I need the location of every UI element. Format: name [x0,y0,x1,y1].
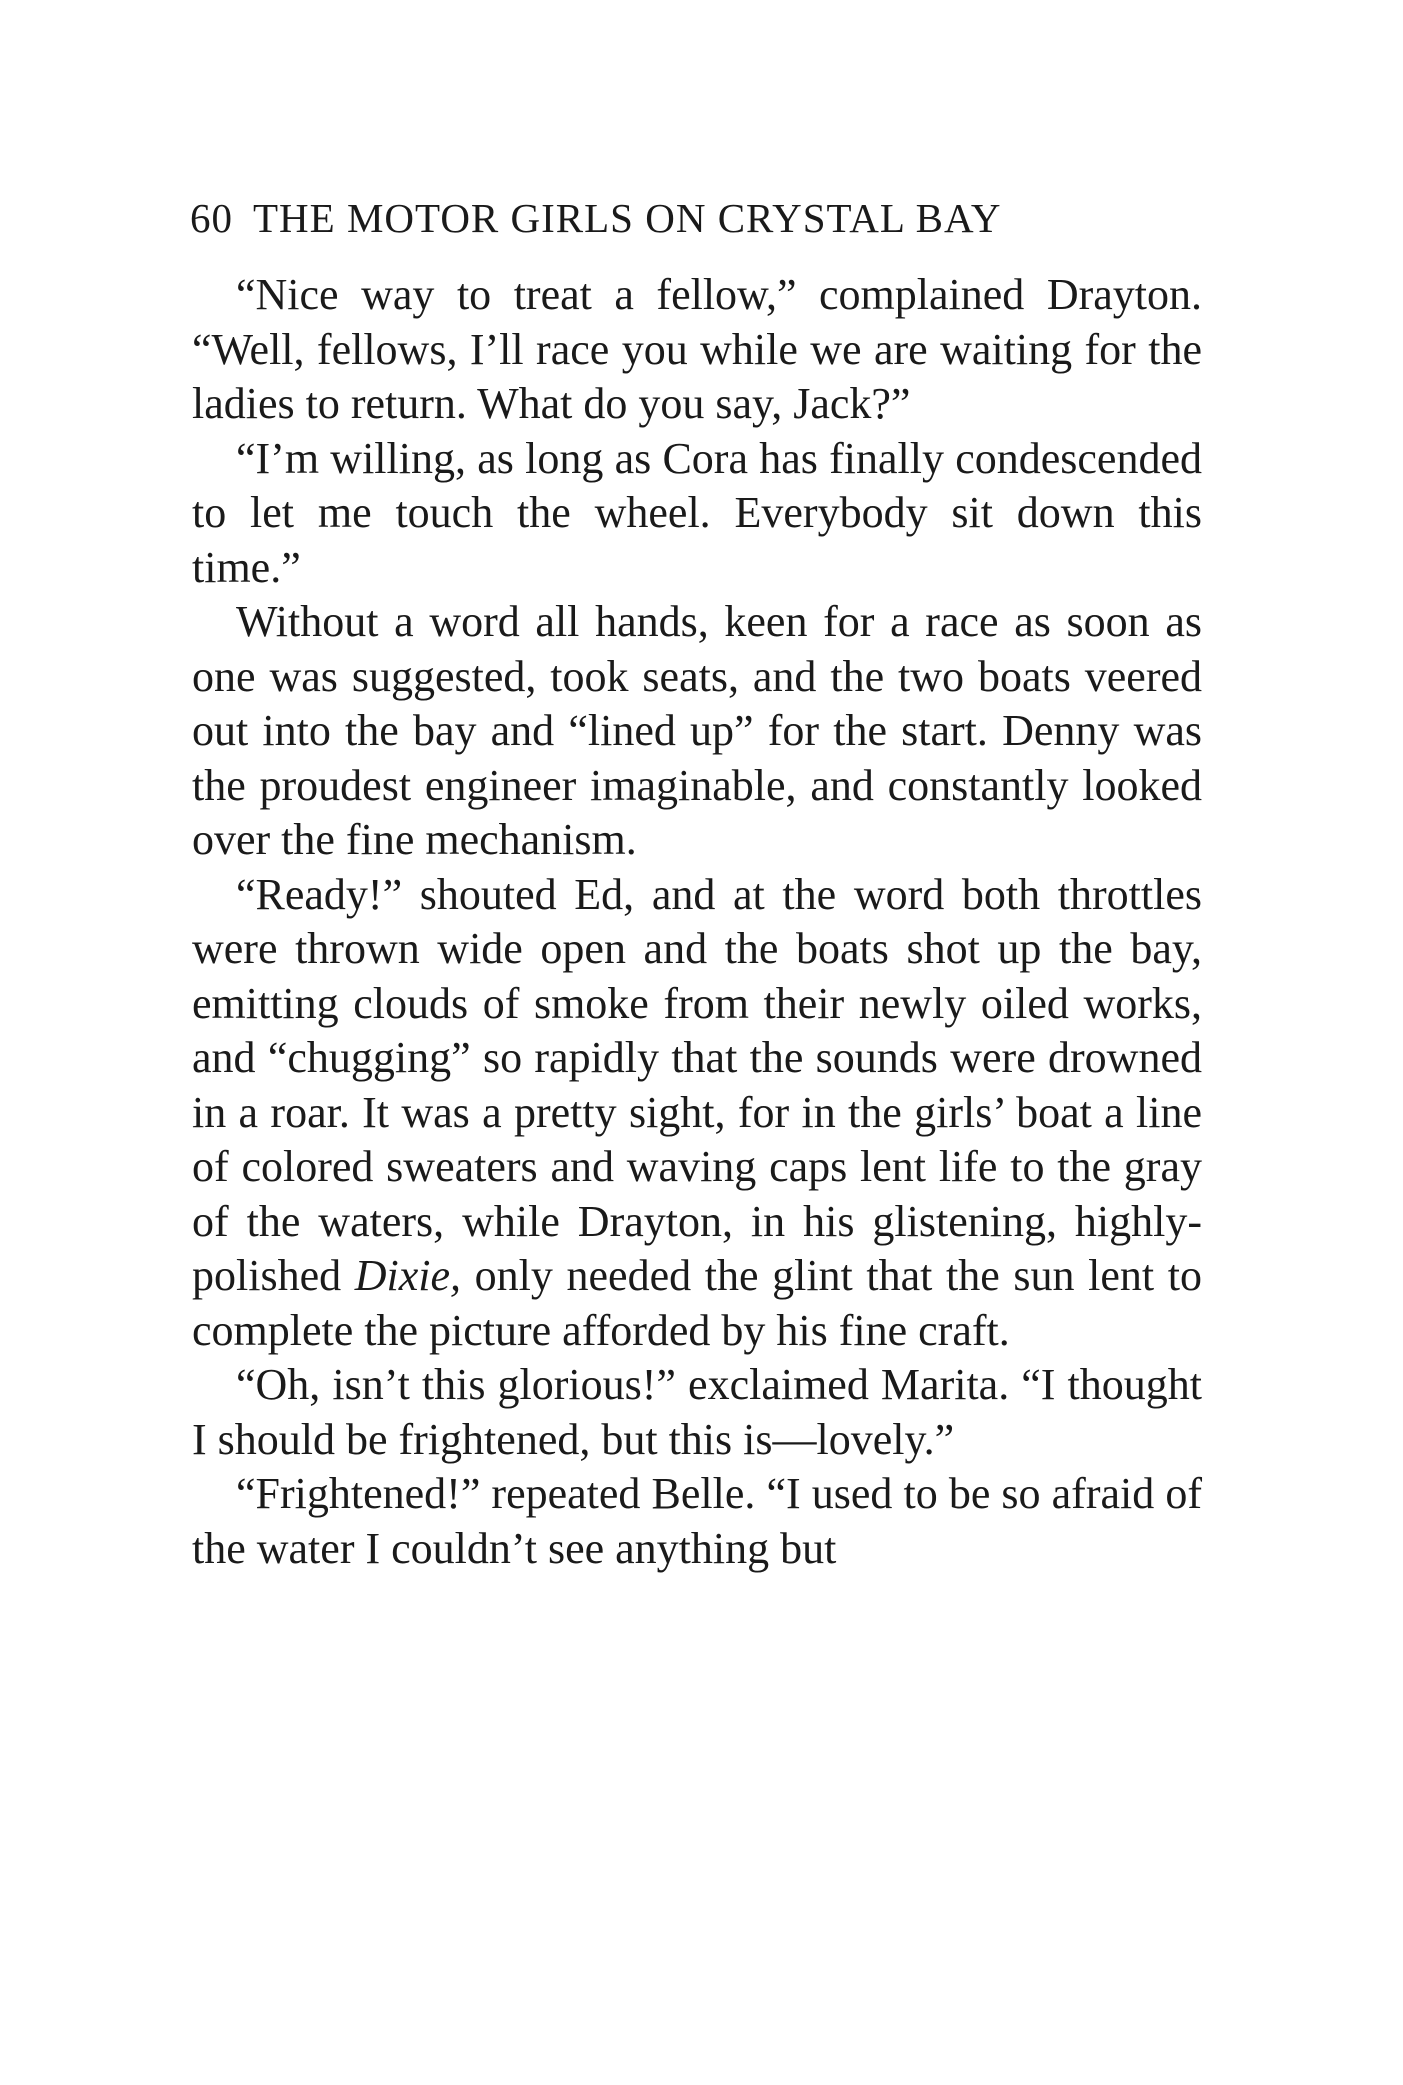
page-number: 60 [190,195,233,241]
paragraph-text: “Ready!” shouted Ed, and at the word both throttles were thrown wide open and the boats shot up the bay, emitting clouds of smoke from their newly oiled works, and “chugging” so rapidly that the sounds were drowned in a roar. It was a pretty sight, for in the girls’ boat a line of colored sweaters and waving caps lent life to the gray of the waters, while Drayton, in his glistening, highly-polished [192,869,1202,1300]
paragraph: Without a word all hands, keen for a race as soon as one was suggested, took seats, and the two boats veered out into the bay and “lined up” for the start. Denny was the proudest engineer imaginable, and constantly looked over the fine mechanism. [192,597,1202,864]
boat-name-italic: Dixie, [354,1251,462,1300]
paragraph: “I’m willing, as long as Cora has finally condescended to let me touch the wheel. Everybody sit down this time.” [192,433,1202,592]
paragraph: “Nice way to treat a fellow,” complained Drayton. “Well, fellows, I’ll race you while we are waiting for the ladies to return. What do you say, Jack?” [192,270,1202,428]
running-header [190,188,1210,248]
paragraph: “Frightened!” repeated Belle. “I used to be so afraid of the water I couldn’t see anything but [192,1469,1202,1573]
paragraph-text: only needed the glint that the sun lent to complete the picture afforded by his fine craft. [192,1251,1202,1355]
paragraph: “Oh, isn’t this glorious!” exclaimed Marita. “I thought I should be frightened, but this is—lovely.” [192,1360,1202,1464]
paragraph [192,868,1202,1359]
running-title: THE MOTOR GIRLS ON CRYSTAL BAY [253,195,1002,241]
body-text [192,268,1202,1576]
